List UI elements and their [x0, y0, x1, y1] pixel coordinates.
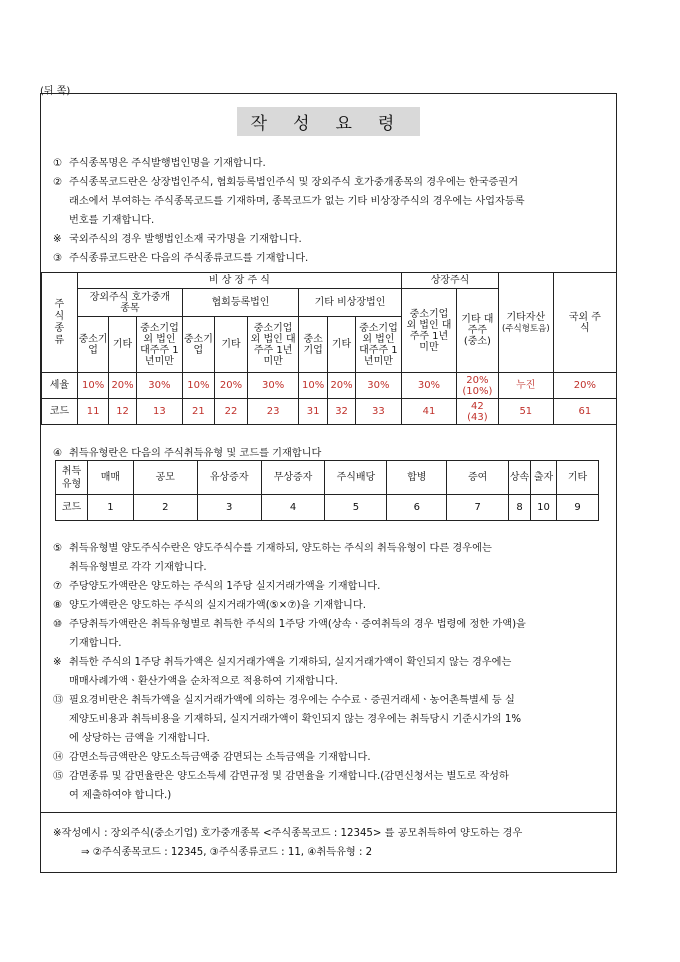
back-side-label: (뒤 쪽)	[40, 86, 71, 97]
item-2: ② 주식종목코드란은 상장법인주식, 협회등록법인주식 및 장외주식 호가중개종목의 경우에는 한국증권거	[53, 177, 519, 188]
acq-header-label: 취득유형	[56, 461, 88, 495]
stub-header: 주식종류	[42, 273, 78, 373]
other-asset-header: 기타자산 (주식형토음)	[498, 273, 553, 373]
example-block: ※작성예시 : 장외주식(중소기업) 호가중개종목 <주식종목코드 : 12345> 를 공모취득하여 양도하는 경우 ⇒ ②주식종목코드 : 12345, ③주식종류코드 : 11, ④취득유형 : 2	[53, 828, 523, 858]
instructions-box	[40, 93, 617, 873]
acq-code-row: 코드 1 2 3 4 5 6 7 8 10 9	[56, 495, 599, 521]
acquisition-type-table	[55, 460, 599, 521]
acq-type-row: 취득유형 매매 공모 유상증자 무상증자 주식배당 합병 증여 상속 출자 기타	[56, 461, 599, 495]
stock-type-table: 주식종류 비 상 장 주 식 상장주식 기타자산 (주식형토음) 국외 주식 장외주식 호가중개종목 협회등록법인 기타 비상장법인 중소기업외 법인 대주주 1년미만 기타 대주주 (중소) 중소기업 기타 중소기업외 법인 대주주 1년미만 중소기업 기타 중소기업외 법인 대주주 1년미만 중소기업 기타 중소기업외 법인 대주주 1년미만 세율 10% 20% 30% 10% 20% 30% 10% 20% 30% 30% 20% (10%) 누진 20% 코드 11 12 13 21 22 23 31 32 33 41 42 (43) 51 61	[41, 272, 617, 425]
code-row: 코드 11 12 13 21 22 23 31 32 33 41 42 (43) 51 61	[42, 399, 617, 425]
section-divider	[41, 812, 616, 813]
item-4: ④ 취득유형란은 다음의 주식취득유형 및 코드를 기재합니다	[53, 448, 322, 459]
instruction-list-2: ⑤ 취득유형별 양도주식수란은 양도주식수를 기재하되, 양도하는 주식의 취득유형이 다른 경우에는 취득유형별로 각각 기재합니다. ⑦ 주당양도가액란은 양도하는 주식의 1주당 실지거래가액을 기재합니다. ⑧ 양도가액란은 양도하는 주식의 실지거래가액(⑤×⑦)을 기재합니다. ⑩ 주당취득가액란은 취득유형별로 취득한 주식의 1주당 가액(상속ㆍ증여취득의 경우 법령에 정한 가액)을 기재합니다. ※ 취득한 주식의 1주당 취득가액은 실지거래가액을 기재하되, 실지거래가액이 확인되지 않는 경우에는 매매사례가액ㆍ환산가액을 순차적으로 적용하여 기재합니다. ⑬ 필요경비란은 취득가액을 실지거래가액에 의하는 경우에는 수수료ㆍ증권거래세ㆍ농어촌특별세 등 실 제양도비용과 취득비용을 기재하되, 실지거래가액이 확인되지 않는 경우에는 취득당시 기준시가의 1% 에 상당하는 금액을 기재합니다. ⑭ 감면소득금액란은 양도소득금액중 감면되는 소득금액을 기재합니다. ⑮ 감면종류 및 감면율란은 양도소득세 감면규정 및 감면율을 기재합니다.(감면신청서는 별도로 작성하 여 제출하여야 합니다.)	[53, 543, 526, 801]
rate-row: 세율 10% 20% 30% 10% 20% 30% 10% 20% 30% 30% 20% (10%) 누진 20%	[42, 373, 617, 399]
item-1: ① 주식종목명은 주식발행법인명을 기재합니다.	[53, 158, 266, 169]
instruction-list-1: ① 주식종목명은 주식발행법인명을 기재합니다. ② 주식종목코드란은 상장법인주식, 협회등록법인주식 및 장외주식 호가중개종목의 경우에는 한국증권거 래소에서 부여하는 주식종목코드를 기재하며, 종목코드가 없는 기타 비상장주식의 경우에는 사업자등록 번호를 기재합니다. ※ 국외주식의 경우 발행법인소재 국가명을 기재합니다. ③ 주식종류코드란은 다음의 주식종류코드를 기재합니다.	[53, 154, 605, 268]
item-3: ③ 주식종류코드란은 다음의 주식종류코드를 기재합니다.	[53, 253, 309, 264]
page-title: 작성요령	[237, 107, 421, 136]
note-foreign: ※ 국외주식의 경우 발행법인소재 국가명을 기재합니다.	[53, 234, 302, 245]
